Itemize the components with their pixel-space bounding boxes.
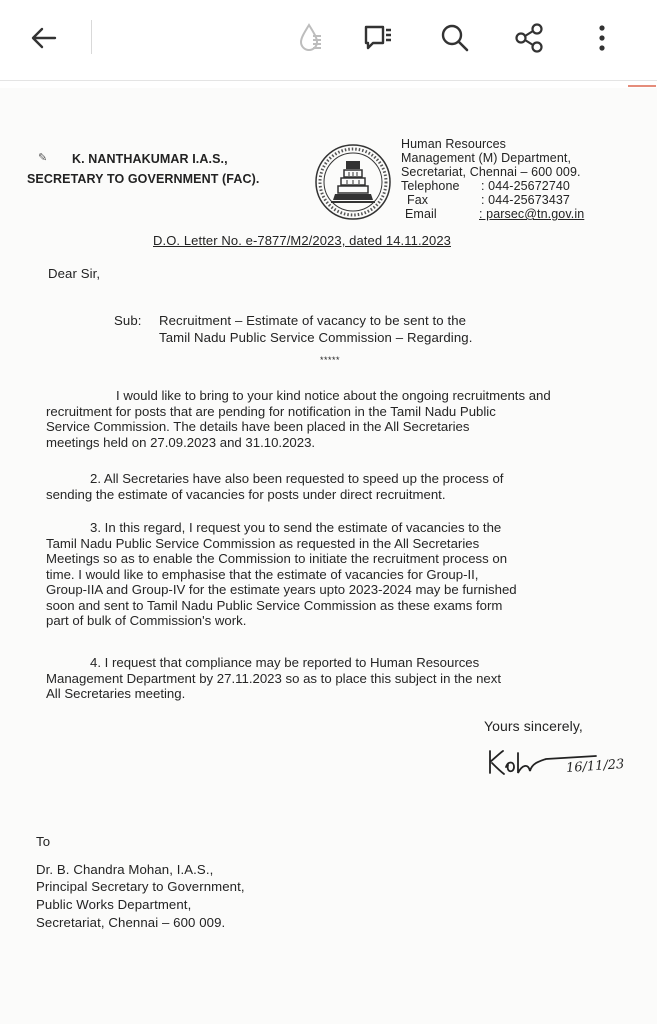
comment-icon[interactable] xyxy=(356,16,400,60)
paragraph-line: All Secretaries meeting. xyxy=(46,686,186,701)
paragraph-2 xyxy=(46,471,604,502)
dept-line-1: Human Resources xyxy=(401,137,507,151)
fax-value: : 044-25673437 xyxy=(481,193,570,207)
paragraph-line: Group-IIA and Group-IV for the estimate years upto 2023-2024 may be furnished xyxy=(46,582,517,597)
paragraph-line: Management Department by 27.11.2023 so as to place this subject in the next xyxy=(46,670,501,686)
to-line: Public Works Department, xyxy=(36,897,192,912)
to-line: Dr. B. Chandra Mohan, I.A.S., xyxy=(36,862,214,877)
closing: Yours sincerely, xyxy=(484,718,583,734)
do-letter-number: D.O. Letter No. e-7877/M2/2023, dated 14.11.2023 xyxy=(153,233,451,248)
telephone-value: : 044-25672740 xyxy=(481,179,570,193)
to-line: Principal Secretary to Government, xyxy=(36,879,245,894)
share-icon[interactable] xyxy=(507,16,551,60)
subject-line-2: Tamil Nadu Public Service Commission – Regarding. xyxy=(159,330,473,345)
paragraph-line: time. I would like to emphasise that the estimate of vacancies for Group-II, xyxy=(46,566,479,582)
paragraph-line: part of bulk of Commission's work. xyxy=(46,613,247,628)
paragraph-4 xyxy=(46,655,604,702)
paragraph-line: sending the estimate of vacancies for posts under direct recruitment. xyxy=(46,486,446,502)
dept-line-3: Secretariat, Chennai – 600 009. xyxy=(401,165,581,179)
paragraph-line: Meetings so as to enable the Commission to initiate the recruitment process on xyxy=(46,551,508,566)
paragraph-line: Service Commission. The details have been placed in the All Secretaries xyxy=(46,419,470,434)
fax-label: Fax xyxy=(407,193,429,207)
paragraph-line: meetings held on 27.09.2023 and 31.10.2023. xyxy=(46,434,316,450)
sender-name: K. NANTHAKUMAR I.A.S., xyxy=(72,152,228,166)
subject-label: Sub: xyxy=(114,313,142,328)
paragraph-line: I would like to bring to your kind notice about the ongoing recruitments and xyxy=(116,388,551,403)
telephone-label: Telephone xyxy=(401,179,460,193)
email-label: Email xyxy=(405,207,437,221)
sender-title: SECRETARY TO GOVERNMENT (FAC). xyxy=(27,172,260,186)
more-vert-icon[interactable] xyxy=(580,16,624,60)
paragraph-3 xyxy=(46,520,604,629)
back-arrow-icon[interactable] xyxy=(22,16,66,60)
signature-date: 16/11/23 xyxy=(565,756,625,777)
paragraph-line: recruitment for posts that are pending for notification in the Tamil Nadu Public xyxy=(46,403,496,419)
to-label: To xyxy=(36,834,51,849)
paragraph-1 xyxy=(46,388,604,450)
paragraph-line: Tamil Nadu Public Service Commission as requested in the All Secretaries xyxy=(46,535,480,551)
page-indicator-line xyxy=(628,85,656,87)
toolbar-divider xyxy=(91,20,92,54)
top-app-bar xyxy=(0,0,657,81)
dept-line-2: Management (M) Department, xyxy=(401,151,572,165)
paragraph-line: 2. All Secretaries have also been requested to speed up the process of xyxy=(90,471,504,486)
search-icon[interactable] xyxy=(433,16,477,60)
tamil-nadu-emblem xyxy=(313,142,393,222)
separator-stars: ***** xyxy=(320,355,341,365)
paragraph-line: 4. I request that compliance may be reported to Human Resources xyxy=(90,655,480,670)
email-value: : parsec@tn.gov.in xyxy=(479,207,585,221)
pen-mark-icon: ✎ xyxy=(38,152,48,164)
salutation: Dear Sir, xyxy=(48,266,101,281)
paragraph-line: 3. In this regard, I request you to send the estimate of vacancies to the xyxy=(90,520,502,535)
ink-drop-icon[interactable] xyxy=(289,16,333,60)
subject-line-1: Recruitment – Estimate of vacancy to be sent to the xyxy=(159,313,467,328)
paragraph-line: soon and sent to Tamil Nadu Public Service Commission as these exams form xyxy=(46,597,503,613)
to-line: Secretariat, Chennai – 600 009. xyxy=(36,915,226,930)
